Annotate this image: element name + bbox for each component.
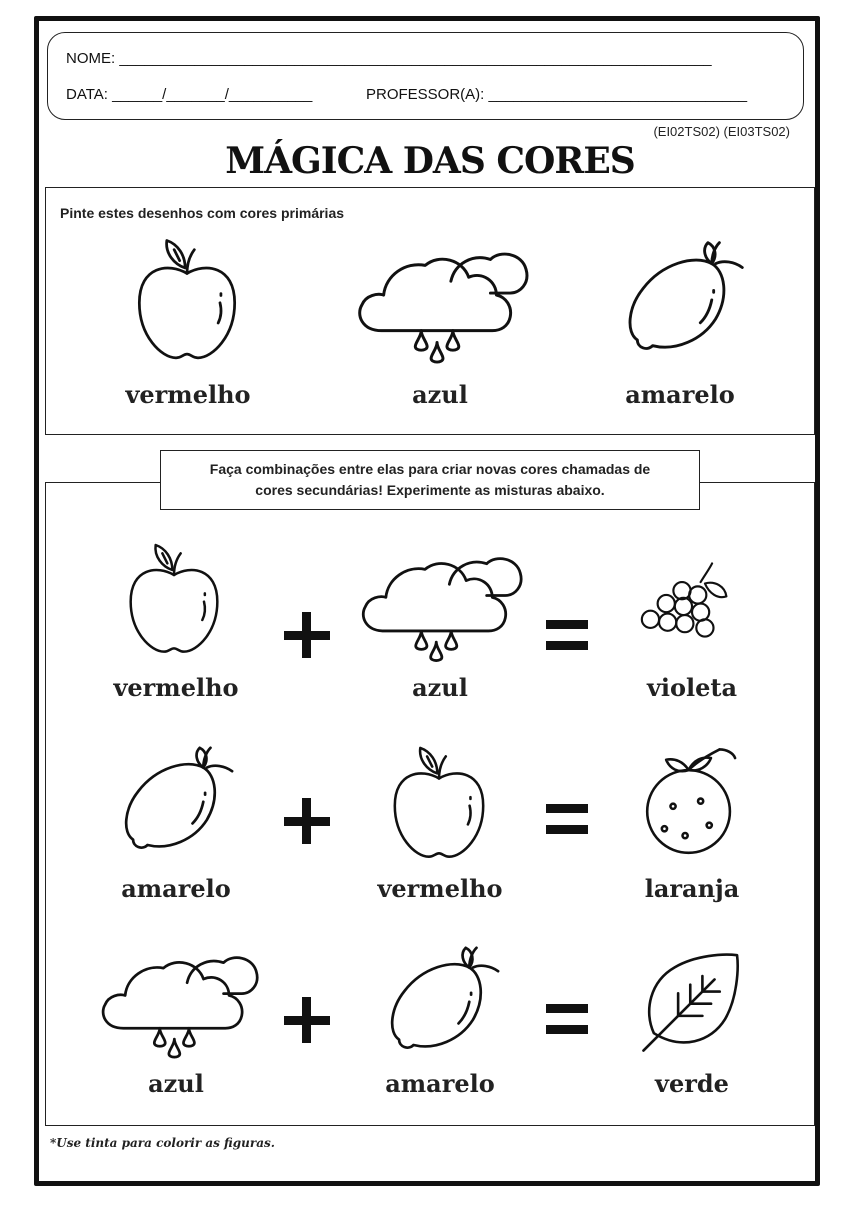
rain-cloud-icon — [356, 540, 524, 664]
primary-label-blue: azul — [412, 380, 468, 409]
secondary-instruction-line1: Faça combinações entre elas para criar novas cores chamadas de — [209, 461, 651, 477]
primary-label-red: vermelho — [125, 380, 251, 409]
mix-row1-result-label: violeta — [646, 673, 738, 702]
orange-icon — [640, 746, 744, 858]
lemon-icon — [120, 746, 238, 854]
name-field[interactable]: NOME: _______________________________________________________________________ — [66, 50, 712, 67]
mix-row2-a-label: amarelo — [121, 874, 231, 903]
date-field[interactable]: DATA: ______/_______/__________ — [66, 86, 313, 103]
secondary-instruction-line2: cores secundárias! Experimente as misturas abaixo. — [255, 482, 605, 498]
mix-row3-a-label: azul — [148, 1069, 204, 1098]
secondary-instruction-box — [160, 450, 700, 510]
mix-row3-result-label: verde — [655, 1069, 729, 1098]
grapes-icon — [626, 562, 748, 648]
plus-sign — [284, 997, 330, 1043]
mix-row3-b-label: amarelo — [385, 1069, 495, 1098]
teacher-field[interactable]: PROFESSOR(A): _______________________________ — [366, 86, 748, 103]
lemon-icon — [624, 240, 748, 356]
primary-instruction: Pinte estes desenhos com cores primárias — [60, 205, 345, 221]
mix-row1-a-label: vermelho — [113, 673, 239, 702]
leaf-icon — [640, 950, 744, 1054]
primary-label-yellow: amarelo — [625, 380, 735, 409]
lemon-icon — [386, 946, 504, 1054]
mix-row1-b-label: azul — [412, 673, 468, 702]
apple-icon — [132, 236, 242, 366]
rain-cloud-icon — [96, 940, 260, 1060]
plus-sign — [284, 612, 330, 658]
plus-sign — [284, 798, 330, 844]
page-title: MÁGICA DAS CORES — [225, 140, 635, 182]
equals-sign — [546, 620, 588, 650]
footnote: *Use tinta para colorir as figuras. — [50, 1136, 275, 1150]
curriculum-codes: (EI02TS02) (EI03TS02) — [653, 124, 790, 139]
mix-row2-b-label: vermelho — [377, 874, 503, 903]
rain-cloud-icon — [352, 234, 530, 366]
student-info-box — [47, 32, 804, 120]
apple-icon — [388, 742, 490, 866]
mix-row2-result-label: laranja — [644, 874, 740, 903]
apple-icon — [124, 538, 224, 662]
equals-sign — [546, 1004, 588, 1034]
equals-sign — [546, 804, 588, 834]
